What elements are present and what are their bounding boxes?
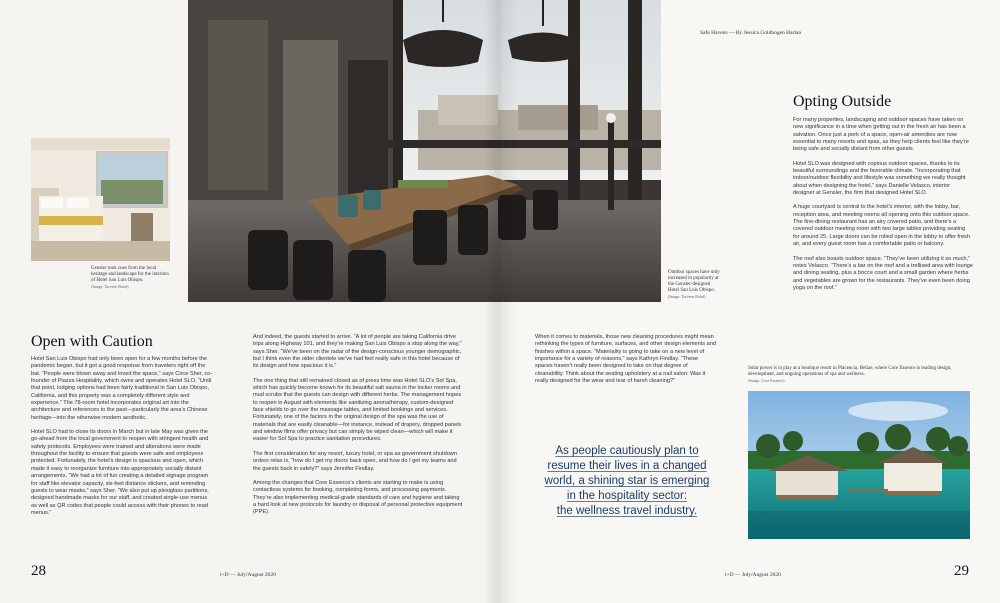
resort-caption <box>748 366 970 384</box>
terrace-photo <box>188 0 661 302</box>
page-number-right: 29 <box>954 563 969 579</box>
bedroom-photo <box>31 138 170 261</box>
running-head: Safe Havens — By Jessica Goldbogen Harlan <box>700 30 802 36</box>
pull-quote-line: world, a shining star is emerging <box>544 475 710 487</box>
caption-credit: (Image: Tarveen Baird) <box>91 284 129 289</box>
paragraph: Hotel San Luis Obispo had only been open for a few months before the pandemic began, but it got a good response from travelers right off the bat. “People were blown away and loved the space,” says Circe Sher, co-founder of Piazza Hospitality, which owns and operates Hotel SLO. “Until that point, lodging options had been fairly traditional in San Luis Obispo, California, and this property was a completely different style and experience.” The 78-room hotel incorporates original art into the architecture and references to the past—particularly the area’s Chinese heritage—into the otherwise modern aesthetic. <box>31 356 213 421</box>
paragraph: A huge courtyard is central to the hotel’s interior, with the lobby, bar, reception area, and meeting rooms all opening onto this outdoor space. The fine-dining restaurant has an airy covered patio, and there’s a covered outdoor meeting room with two large tables providing seating for around 25. Large doors can be rolled open in the lobby to offer fresh air, and every guest room has a comfortable patio or balcony. <box>793 204 970 248</box>
body-column-left-2 <box>253 334 463 524</box>
paragraph: The roof also boasts outdoor space. “They’ve been utilizing it so much,” notes Velasco. “There’s a bar on the roof and a trellised area with lounge and dining seating, plus a bocce court and a small garden where herbs and vegetables are grown for the restaurants. They’ve even been doing yoga on the roof.” <box>793 255 973 291</box>
caption-text: Solar power is in play at a boutique resort in Placencia, Belize, where Core Essence is leading design, development, and ongoing operations of spa and wellness. <box>748 366 952 377</box>
caption-credit: (Image: Core Essence) <box>748 378 785 383</box>
caption-credit: (Image: Tarveen Baird) <box>668 294 706 299</box>
pull-quote-line: in the hospitality sector: <box>566 490 688 502</box>
paragraph: Among the changes that Core Essence’s clients are starting to make is using contactless systems for booking, completing forms, and processing payments. They’re also implementing medical-grade standards of care and hygiene and taking a hard look at new protocols for laundry or disposal of personal protective equipment (PPE). <box>253 479 463 516</box>
paragraph: Hotel SLO had to close its doors in March but in late May was given the go-ahead from the local government to reopen with stringent health and safety protocols. Employees were trained and alterations were made throughout the facility to ensure that guests were safe and employees protected. Fortunately, the hotel’s design is spacious and open, which made it easy to reorganize furniture into appropriately socially distant arrangements. “We had a lot of fun creating a detailed signage program for staff like elevator capacity, six-feet distance stickers, and reminding guests to wear masks,” says Sher. “We also put up plexiglass partitions, designed handmade masks for our staff, and created single-use menus as well as QR codes that people could access with their phones to read menus.” <box>31 429 209 516</box>
body-column-right-2 <box>793 117 973 299</box>
footer-left: i+D — July/August 2020 <box>220 572 276 578</box>
page-number-left: 28 <box>31 563 46 579</box>
pull-quote-line: resume their lives in a changed <box>547 460 707 472</box>
caption-text: Outdoor spaces have only increased in popularity at the Gensler-designed Hotel San Luis Obispo. <box>668 270 720 293</box>
heading-open-with-caution: Open with Caution <box>31 333 153 350</box>
paragraph: When it comes to materials, those new cleaning procedures might mean rethinking the types of furniture, surfaces, and other design elements and finishes within a space. “Materiality is going to take on a new level of importance for a variety of reasons,” says Kathryn Findlay. “These spaces haven’t really been designed to take on that degree of cleanability. Think about the seating upholstery at a nail salon: Was it really designed for the wear and tear of harsh cleaning?” <box>535 334 716 385</box>
pull-quote-line: As people cautiously plan to <box>555 445 699 457</box>
paragraph: And indeed, the guests started to arrive. “A lot of people are taking California drive trips along Highway 101, and they’re making San Luis Obispo a stop along the way,” says Sher. “We’ve been on the radar of the design-conscious younger demographic, but I think even the older clientele we’ve had feel really safe in this hotel because of its design and how spacious it is.” <box>253 334 462 370</box>
paragraph: Hotel SLO was designed with copious outdoor spaces, thanks to its beautiful surroundings and the favorable climate. “Incorporating that indoor/outdoor flexibility and lifestyle was something we really thought about when designing the hotel,” says Danielle Velasco, interior designer at Gensler, the firm that designed Hotel SLO. <box>793 160 966 197</box>
page-gutter-shadow <box>484 0 518 603</box>
bedroom-caption <box>91 266 173 290</box>
body-column-left-1 <box>31 356 213 524</box>
pull-quote <box>541 444 713 519</box>
body-column-right-1 <box>535 334 717 392</box>
resort-photo <box>748 391 970 539</box>
paragraph: The first consideration for any resort, luxury hotel, or spa as government shutdown orders relax is, “how do I get my doors back open, and how do I get my teams and the guests back in safely?” says Jennifer Findlay. <box>253 450 457 472</box>
paragraph: The one thing that still remained closed as of press time was Hotel SLO’s Sol Spa, which has quickly become known for its beautiful salt sauna in the locker rooms and mud scrubs that the guests can design with different herbs. The management hopes to reopen in August with elements like sanitizing aromatherapy, custom-designed face shields to go over the massage tables, and limited bookings and services. Fortunately, one of the factors in the original design of the spa was the use of materials that are easily cleanable—for instance, instead of drapery, dropped panels and window films offer privacy but can simply be wiped clean—which will make it easier for Sol Spa to practice sanitation procedures. <box>253 377 462 443</box>
paragraph: For many properties, landscaping and outdoor spaces have taken on new significance in a time when getting out in the fresh air has been a salvation. Once just a perk of a space, open-air amenities are now essential to many resorts and spas, as they help clients feel like they’re being safe and socially distant from other guests. <box>793 117 969 153</box>
pull-quote-line: the wellness travel industry. <box>556 505 698 517</box>
terrace-caption <box>668 270 722 300</box>
footer-right: i+D — July/August 2020 <box>725 572 781 578</box>
heading-opting-outside: Opting Outside <box>793 93 892 110</box>
caption-text: Gensler took cues from the local heritage and landscape for the interiors of Hotel San Luis Obispo. <box>91 266 169 283</box>
